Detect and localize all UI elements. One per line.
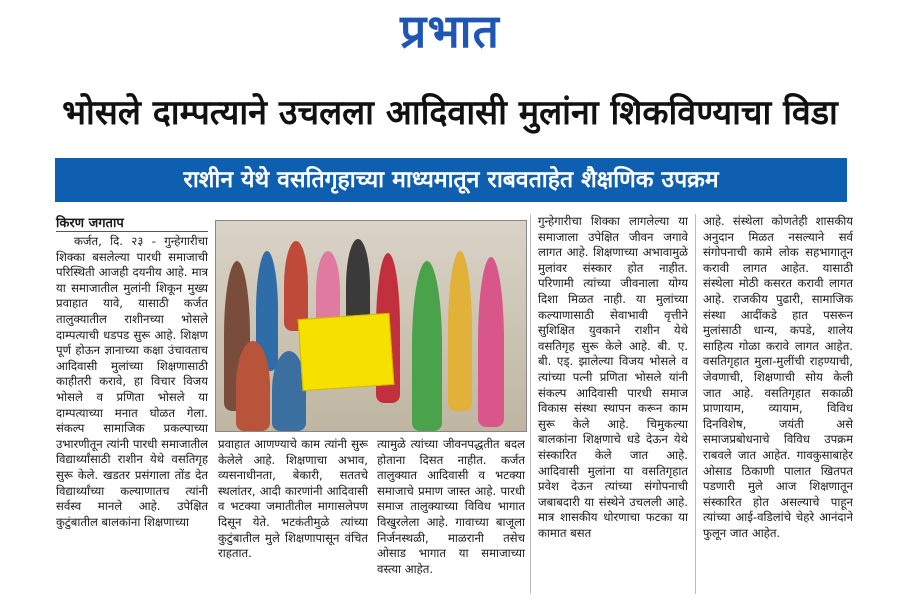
article-photo xyxy=(215,220,527,432)
column-text: कर्जत, दि. २३ - गुन्हेगारीचा शिक्का बसलेल्या पारधी समाजाची परिस्थिती आजही दयनीय आहे. मात्र या समाजातील मुलांनी शिकून मुख्य प्रवाहात यावे, यासाठी कर्जत तालुक्यातील राशीनच्या भोसले दाम्पत्याची धडपड सुरू आहे. शिक्षण पूर्ण होऊन ज्ञानाच्या कक्षा उंचावताच आदिवासी मुलांच्या शिक्षणासाठी काहीतरी करावे, हा विचार विजय भोसले व प्रणिता भोसले या दाम्पत्याच्या मनात घोळत गेला. संकल्प सामाजिक प्रकल्पाच्या उभारणीतून त्यांनी पारधी समाजातील विद्यार्थ्यांसाठी राशीन येथे वसतिगृह सुरू केले. खडतर प्रसंगाला तोंड देत विद्यार्थ्यांच्या कल्याणातच त्यांनी सर्वस्व मानले आहे. उपेक्षित कुटुंबातील बालकांना शिक्षणाच्या xyxy=(56,234,208,529)
article-column-1 xyxy=(56,231,208,594)
yellow-banner xyxy=(298,313,395,391)
article-column-4 xyxy=(538,214,688,594)
article-column-2 xyxy=(218,437,368,597)
column-text: गुन्हेगारीचा शिक्का लागलेल्या या समाजाला उपेक्षित जीवन जगावे लागत आहे. शिक्षणाच्या अभावामुळे मुलांवर संस्कार होत नाहीत. परिणामी त्यांच्या जीवनाला योग्य दिशा मिळत नाही. या मुलांच्या कल्याणासाठी सेवाभावी वृत्तीने सुशिक्षित युवकाने राशीन येथे वसतिगृह सुरू केले आहे. बी. ए. बी. एड्. झालेल्या विजय भोसले व त्यांच्या पत्नी प्रणिता भोसले यांनी संकल्प आदिवासी पारधी समाज विकास संस्था स्थापन करून काम सुरू केले आहे. चिमुकल्या बालकांना शिक्षणाचे धडे देऊन येथे संस्कारित केले जात आहे. आदिवासी मुलांना या वसतिगृहात प्रवेश देऊन त्यांच्या संगोपनाची जबाबदारी या संस्थेने उचलली आहे. मात्र शासकीय धोरणाचा फटका या कामात बसत xyxy=(538,214,688,540)
newspaper-logo: प्रभात xyxy=(400,4,500,58)
column-text: आहे. संस्थेला कोणतेही शासकीय अनुदान मिळत नसल्याने सर्व संगोपनाची कामे लोक सहभागातून करावी लागत आहेत. यासाठी संस्थेला मोठी कसरत करावी लागत आहे. राजकीय पुढारी, सामाजिक संस्था आदींकडे हात पसरून मुलांसाठी धान्य, कपडे, शालेय साहित्य गोळा करावे लागत आहेत. वसतिगृहात मुला-मुलींची राहण्याची, जेवणाची, शिक्षणाची सोय केली जात आहे. वसतिगृहात सकाळी प्राणायाम, व्यायाम, विविध दिनविशेष, जयंती असे समाजप्रबोधनाचे विविध उपक्रम राबवले जात आहेत. गावकुसाबाहेर ओसाड ठिकाणी पालात खितपत पडणारी मुले आज शिक्षणातून संस्कारित होत असल्याचे पाहून त्यांच्या आई-वडिलांचे चेहरे आनंदाने फुलून जात आहेत. xyxy=(703,214,853,540)
masthead xyxy=(0,0,900,66)
headline: भोसले दाम्पत्याने उचलला आदिवासी मुलांना शिकविण्याचा विडा xyxy=(62,93,838,133)
article-column-5 xyxy=(703,214,853,594)
column-divider xyxy=(530,214,531,594)
column-text: प्रवाहात आणण्याचे काम त्यांनी सुरू केलेले आहे. शिक्षणाचा अभाव, व्यसनाधीनता, बेकारी, सततचे स्थलांतर, आदी कारणांनी आदिवासी व भटक्या जमातीतील मागासलेपण दिसून येते. भटकंतीमुळे त्यांच्या कुटुंबातील मुले शिक्षणापासून वंचित राहतात. xyxy=(218,437,368,561)
byline: किरण जगताप xyxy=(56,216,124,231)
column-text: त्यामुळे त्यांच्या जीवनपद्धतीत बदल होताना दिसत नाहीत. कर्जत तालुक्यात आदिवासी व भटक्या समाजाचे प्रमाण जास्त आहे. पारधी समाज तालुक्याच्या विविध भागात विखुरलेला आहे. गावाच्या बाजूला निर्जनस्थळी, माळरानी तसेच ओसाड भागात या समाजाच्या वस्त्या आहेत. xyxy=(377,437,525,576)
article-column-3 xyxy=(377,437,525,597)
subheadline: राशीन येथे वसतिगृहाच्या माध्यमातून राबवताहेत शैक्षणिक उपक्रम xyxy=(55,158,847,202)
column-divider xyxy=(695,214,696,594)
